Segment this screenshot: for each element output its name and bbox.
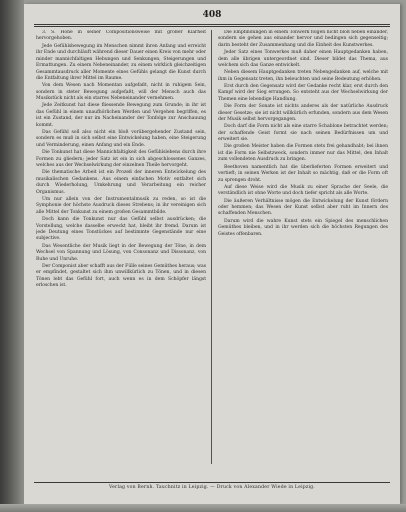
page-header	[34, 10, 390, 24]
right-paragraph: Die großen Meister haben die Formen stets frei gehandhabt; bei ihnen ist die Form nie Selbstzweck, sondern immer nur das Mittel, den Inhalt zum vollendeten Ausdruck zu bringen.	[218, 144, 388, 163]
page-bottom-shadow	[0, 504, 406, 512]
left-paragraph: Der Componist aber schafft aus der Fülle seines Gemüthes heraus; was er empfindet, gestaltet sich ihm unwillkürlich zu Tönen, und in diesen Tönen lebt das Gefühl fort, auch wenn es in dem Schöpfer längst erloschen ist.	[36, 263, 206, 289]
left-paragraph: Von dem Wesen nach Momentan aufgefaßt, nicht in ruhigem Sein, sondern in steter Bewegung aufgefaßt, will der Mensch auch das Musikstück nicht als ein starres Nebeneinander vernehmen.	[36, 83, 206, 102]
right-paragraph: Die äußeren Verhältnisse mögen die Entwickelung der Kunst fördern oder hemmen; das Wesen der Kunst selbst aber ruht im Innern des schaffenden Menschen.	[218, 198, 388, 217]
left-paragraph: 3. S. Hohe in seiner Compositionsweise mit großer Klarheit hervorgehoben.	[36, 30, 206, 42]
left-paragraph: Das Gefühl soll also nicht ein bloß vorübergehender Zustand sein, sondern es muß in sich selbst eine Entwickelung haben, eine Steigerung und Verminderung, einen Anfang und ein Ende.	[36, 129, 206, 148]
book-spine-shadow	[0, 0, 24, 512]
right-paragraph: Die Form der Sonate ist nichts anderes als der natürliche Ausdruck dieser Gesetze; sie ist nicht willkürlich erfunden, sondern aus dem Wesen der Musik selbst hervorgegangen.	[218, 104, 388, 123]
left-paragraph: Doch kann die Tonkunst nur das Gefühl selbst ausdrücken; die Vorstellung, welche dasselbe erweckt hat, bleibt ihr fremd. Darum ist jede Deutung eines Tonstückes auf bestimmte Gegenstände nur eine subjective.	[36, 217, 206, 242]
page-number: 408	[202, 10, 222, 20]
right-paragraph: Doch darf die Form nicht als eine starre Schablone betrachtet werden; der schaffende Geist formt sie nach seinen Bedürfnissen um und erweitert sie.	[218, 124, 388, 143]
right-column	[218, 30, 388, 464]
left-paragraph: Jede Zeitkunst hat diese fliessende Bewegung zum Grunde; in ihr ist das Gefühl in einem unaufhörlichen Werden und Vergehen begriffen, es ist ein Zustand, der nur im Nacheinander der Tonfolge zur Anschauung kommt.	[36, 103, 206, 128]
left-paragraph: Um nur allein von der Instrumentalmusik zu reden, so ist die Symphonie der höchste Ausdruck dieses Strebens; in ihr vereinigen sich alle Mittel der Tonkunst zu einem großen Gesammtbilde.	[36, 196, 206, 215]
footer-rule	[34, 482, 390, 483]
right-paragraph: Beethoven namentlich hat die überlieferten Formen erweitert und vertieft; in seinen Werken ist der Inhalt so mächtig, daß er die Form oft zu sprengen droht.	[218, 164, 388, 183]
left-paragraph: Das Wesentliche der Musik liegt in der Bewegung der Töne, in dem Wechsel von Spannung und Lösung, von Consonanz und Dissonanz, von Ruhe und Unruhe.	[36, 243, 206, 262]
left-paragraph: Die Tonkunst hat diese Mannichfaltigkeit des Gefühlslebens durch ihre Formen zu gliedern; jeder Satz ist ein in sich abgeschlossenes Ganzes, welches aus der Wechselwirkung der einzelnen Theile hervorgeht.	[36, 150, 206, 169]
right-paragraph: Darum wird die wahre Kunst stets ein Spiegel des menschlichen Gemüthes bleiben, und in ihr werden sich die höchsten Regungen des Geistes offenbaren.	[218, 218, 388, 237]
header-rule	[34, 24, 390, 27]
column-divider	[211, 30, 212, 464]
left-column	[36, 30, 206, 464]
publisher-imprint: Verlag von Bernh. Tauchnitz in Leipzig. — Druck von Alexander Wiede in Leipzig.	[109, 485, 315, 490]
right-paragraph: Neben diesem Hauptgedanken treten Nebengedanken auf, welche mit ihm in Gegensatz treten, ihn beleuchten und seine Bedeutung erhöhen.	[218, 70, 388, 82]
left-paragraph: Die thematische Arbeit ist ein Prozeß der inneren Entwickelung des musikalischen Gedankens. Aus einem einfachen Motiv entfaltet sich durch Wiederholung, Umkehrung und Verarbeitung ein reicher Organismus.	[36, 170, 206, 195]
right-paragraph: Erst durch den Gegensatz wird der Gedanke recht klar, erst durch den Kampf wird der Sieg errungen. So entsteht aus der Wechselwirkung der Themen eine lebendige Handlung.	[218, 84, 388, 102]
right-paragraph: Auf diese Weise wird die Musik zu einer Sprache der Seele, die verständlich ist ohne Worte und doch tiefer spricht als alle Worte.	[218, 184, 388, 197]
scanned-page	[24, 4, 400, 504]
left-paragraph: Jede Gefühlsbewegung im Menschen nimmt ihren Anfang und erreicht ihr Ende und durchläuft während dieser Dauer einen Kreis von mehr oder minder mannichfaltigen Hebungen und Senkungen, Steigerungen und Ermattungen. Zu einem Nebeneinander, zu einem wirklich gleichzeitigen Gesammtausdruck aller Momente eines Gefühls gelangt die Kunst durch die Entfaltung ihrer Mittel im Raume.	[36, 43, 206, 81]
right-paragraph: Die Empfindungen in einem Tonwerk folgen nicht bloß neben einander, sondern sie gehen aus einander hervor und bedingen sich gegenseitig; darin besteht der Zusammenhang und die Einheit des Kunstwerkes.	[218, 30, 388, 48]
right-paragraph: Jeder Satz eines Tonwerkes muß daher einen Hauptgedanken haben, dem alle übrigen untergeordnet sind. Dieser bildet das Thema, aus welchem sich das Ganze entwickelt.	[218, 50, 388, 69]
